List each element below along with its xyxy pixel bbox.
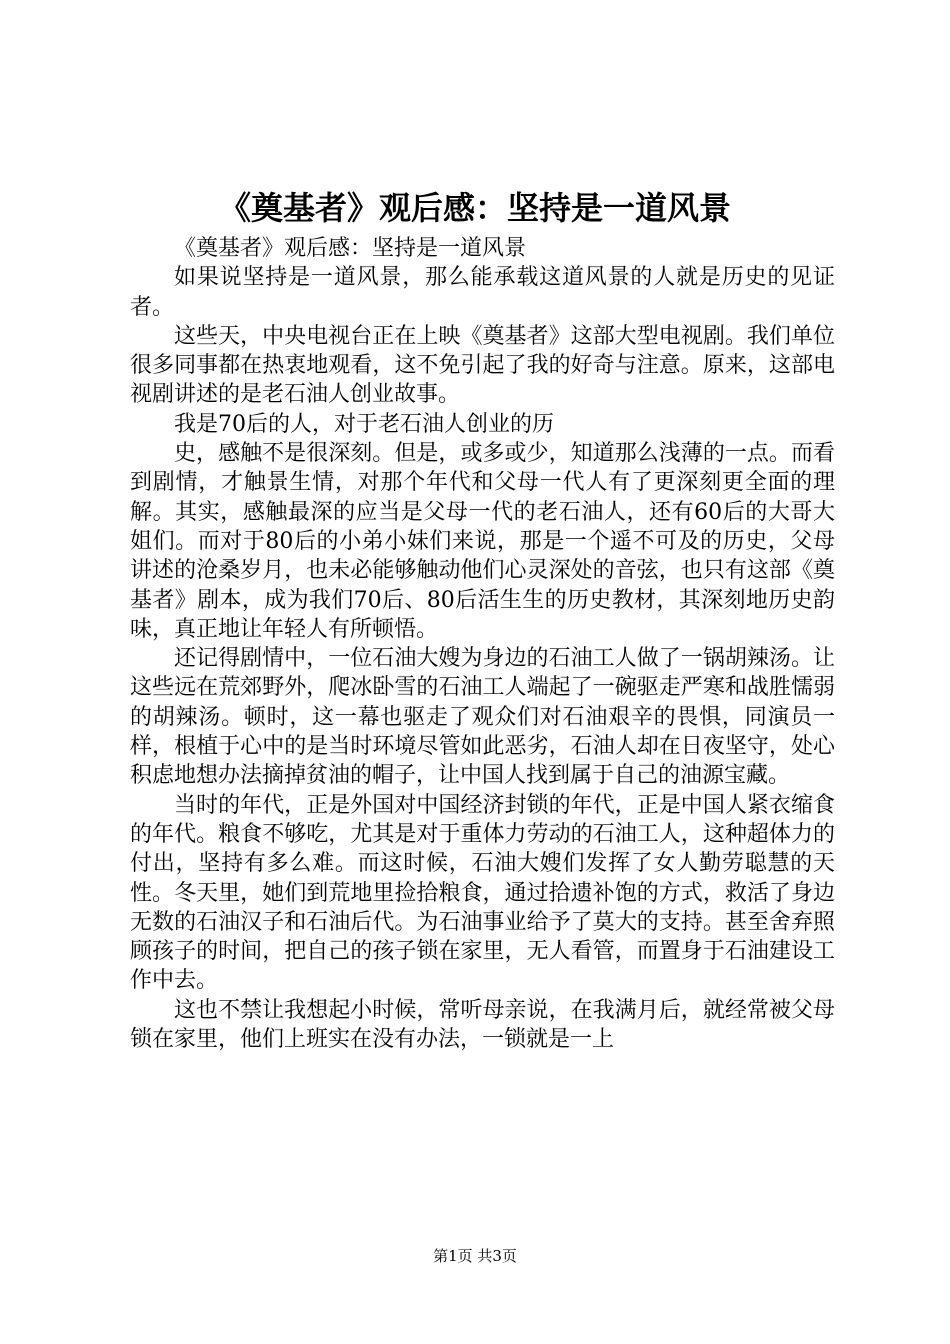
paragraph: 如果说坚持是一道风景，那么能承载这道风景的人就是历史的见证者。 — [130, 265, 835, 320]
paragraph: 这些天，中央电视台正在上映《奠基者》这部大型电视剧。我们单位很多同事都在热衷地观看，这不免引起了我的好奇与注意。原来，这部电视剧讲述的是老石油人创业故事。 — [130, 323, 835, 408]
page-footer: 第1页 共3页 — [433, 1247, 517, 1265]
paragraph: 史，感触不是很深刻。但是，或多或少，知道那么浅薄的一点。而看到剧情，才触景生情，对那个年代和父母一代人有了更深刻更全面的理解。其实，感触最深的应当是父母一代的老石油人，还有60后的大哥大姐们。而对于80后的小弟小妹们来说，那是一个遥不可及的历史，父母讲述的沧桑岁月，也未必能够触动他们心灵深处的音弦，也只有这部《奠基者》剧本，成为我们70后、80后活生生的历史教材，其深刻地历史韵味，真正地让年轻人有所顿悟。 — [130, 441, 835, 642]
paragraph: 还记得剧情中，一位石油大嫂为身边的石油工人做了一锅胡辣汤。让这些远在荒郊野外，爬冰卧雪的石油工人端起了一碗驱走严寒和战胜懦弱的胡辣汤。顿时，这一幕也驱走了观众们对石油艰辛的畏惧，同演员一样，根植于心中的是当时环境尽管如此恶劣，石油人却在日夜坚守，处心积虑地想办法摘掉贫油的帽子，让中国人找到属于自己的油源宝藏。 — [130, 646, 835, 789]
paragraph: 这也不禁让我想起小时候，常听母亲说，在我满月后，就经常被父母锁在家里，他们上班实在没有办法，一锁就是一上 — [130, 997, 835, 1053]
paragraph: 当时的年代，正是外国对中国经济封锁的年代，正是中国人紧衣缩食的年代。粮食不够吃，尤其是对于重体力劳动的石油工人，这种超体力的付出，坚持有多么难。而这时候，石油大嫂们发挥了女人勤劳聪慧的天性。冬天里，她们到荒地里捡拾粮食，通过拾遗补饱的方式，救活了身边无数的石油汉子和石油后代。为石油事业给予了莫大的支持。甚至舍弃照顾孩子的时间，把自己的孩子锁在家里，无人看管，而置身于石油建设工作中去。 — [130, 792, 835, 994]
document-title: 《奠基者》观后感：坚持是一道风景 — [218, 189, 731, 227]
paragraph: 《奠基者》观后感：坚持是一道风景 — [174, 236, 527, 261]
document-body — [130, 234, 835, 1054]
paragraph: 我是70后的人，对于老石油人创业的历 — [174, 411, 554, 437]
